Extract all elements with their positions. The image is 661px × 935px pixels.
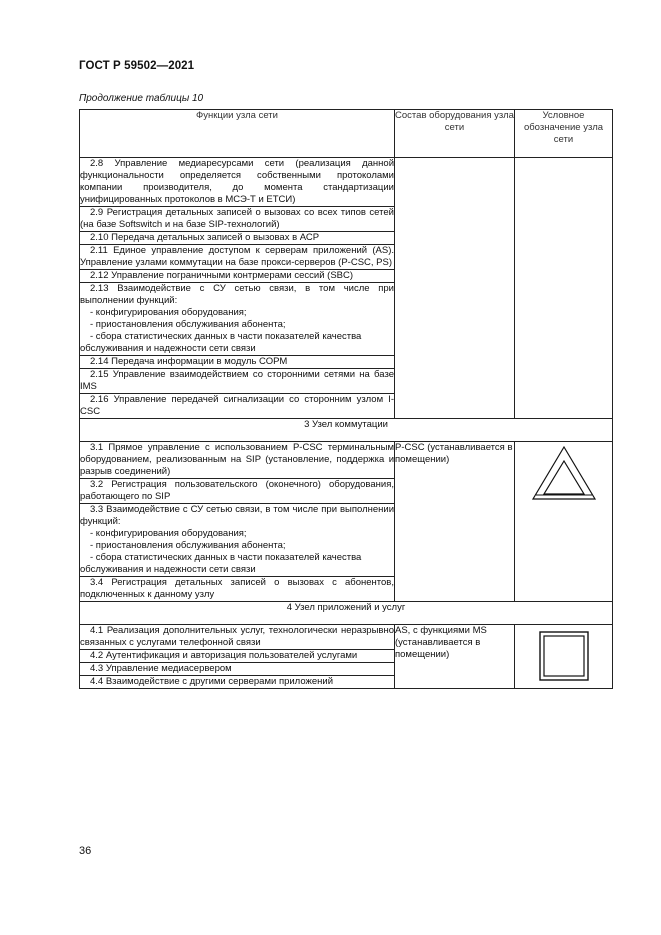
function-cell [80, 207, 395, 232]
function-text: 3.3 Взаимодействие с СУ сетью связи, в том числе при выполнении функций: [80, 504, 394, 527]
page-number: 36 [79, 845, 92, 857]
function-text: - конфигурирования оборудования; [90, 307, 247, 318]
function-cell [80, 356, 395, 369]
triangle-node-icon [530, 445, 598, 505]
function-cell [80, 577, 395, 602]
function-text: обслуживания и надежности сети связи [80, 343, 256, 354]
function-text: 2.10 Передача детальных записей о вызовах в АСР [90, 232, 320, 243]
function-text: 2.15 Управление взаимодействием со сторонними сетями на базе IMS [80, 369, 394, 392]
table-header-row [80, 110, 613, 158]
equipment-text: P-CSC (устанавливается в помещении) [395, 442, 513, 465]
function-text: - конфигурирования оборудования; [90, 528, 247, 539]
function-cell [80, 369, 395, 394]
equipment-cell [395, 625, 515, 689]
equipment-cell [395, 442, 515, 602]
document-header: ГОСТ Р 59502—2021 [79, 60, 195, 72]
equipment-cell [395, 158, 515, 419]
function-text: 4.1 Реализация дополнительных услуг, технологически неразрывно связанных с услугами телефонной связи [80, 625, 394, 648]
function-text: - приостановления обслуживания абонента; [90, 319, 286, 330]
section-title: 4 Узел приложений и услуг [80, 602, 613, 625]
functions-table [79, 109, 613, 689]
function-text: 2.12 Управление пограничными контрмерами сессий (SBC) [90, 270, 354, 281]
function-text: - приостановления обслуживания абонента; [90, 540, 286, 551]
function-text: 4.3 Управление медиасервером [90, 663, 232, 674]
function-cell [80, 270, 395, 283]
function-text: 2.14 Передача информации в модуль СОРМ [90, 356, 288, 367]
function-cell [80, 479, 395, 504]
table-row [80, 625, 613, 650]
table-row [80, 158, 613, 207]
function-text: 2.16 Управление передачей сигнализации со сторонним узлом I-CSC [80, 394, 394, 417]
function-text: обслуживания и надежности сети связи [80, 564, 256, 575]
section-title: 3 Узел коммутации [80, 419, 613, 442]
function-cell [80, 625, 395, 650]
function-cell [80, 158, 395, 207]
function-text: 2.13 Взаимодействие с СУ сетью связи, в том числе при выполнении функций: [80, 283, 394, 306]
function-text: 2.8 Управление медиаресурсами сети (реализация данной функциональности определяется собственными протоколами компании производителя, до момента стандартизации унифицированных протоколов в МСЭ-Т и ЕТСИ) [80, 158, 394, 205]
function-text: - сбора статистических данных в части показателей качества [90, 331, 362, 342]
section-row [80, 602, 613, 625]
table-caption: Продолжение таблицы 10 [79, 93, 204, 104]
section-row [80, 419, 613, 442]
function-cell [80, 394, 395, 419]
col-header-symbol: Условное обозначение узла сети [515, 110, 613, 158]
symbol-cell [515, 625, 613, 689]
function-cell [80, 504, 395, 577]
function-text: - сбора статистических данных в части показателей качества [90, 552, 362, 563]
function-text: 2.11 Единое управление доступом к серверам приложений (AS). Управление узлами коммутации на базе прокси-серверов (P-CSC, PS) [80, 245, 394, 268]
function-text: 4.4 Взаимодействие с другими серверами приложений [90, 676, 333, 687]
function-text: 2.9 Регистрация детальных записей о вызовах со всех типов сетей (на базе Softswitch и на базе SIP-технологий) [80, 207, 394, 230]
table-row [80, 442, 613, 479]
square-node-icon [538, 630, 590, 686]
col-header-equipment: Состав оборудования узла сети [395, 110, 515, 158]
symbol-cell [515, 158, 613, 419]
function-cell [80, 663, 395, 676]
function-cell [80, 676, 395, 689]
function-cell [80, 245, 395, 270]
function-text: 3.2 Регистрация пользовательского (оконечного) оборудования, работающего по SIP [80, 479, 394, 502]
function-text: 4.2 Аутентификация и авторизация пользователей услугами [90, 650, 358, 661]
equipment-text: AS, с функциями MS (устанавливается в помещении) [395, 625, 487, 660]
col-header-functions: Функции узла сети [80, 110, 395, 158]
function-cell [80, 232, 395, 245]
function-cell [80, 650, 395, 663]
function-cell [80, 283, 395, 356]
function-cell [80, 442, 395, 479]
function-text: 3.4 Регистрация детальных записей о вызовах с абонентов, подключенных к данному узлу [80, 577, 394, 600]
symbol-cell [515, 442, 613, 602]
function-text: 3.1 Прямое управление с использованием P-CSC терминальным оборудованием, реализованным на SIP (установление, поддержка и разрыв соединений) [80, 442, 394, 477]
